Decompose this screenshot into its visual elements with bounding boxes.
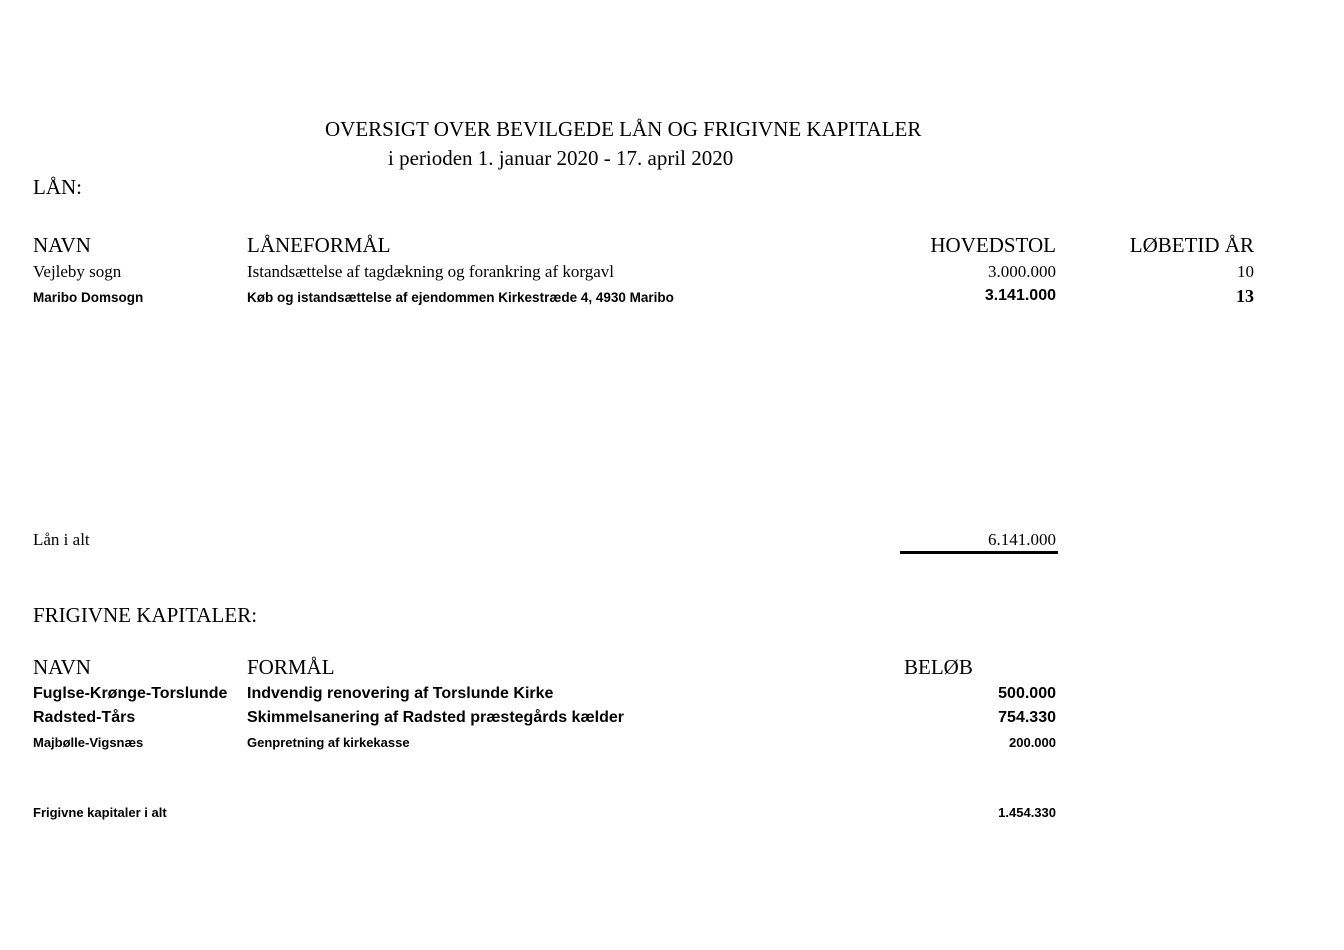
loan-row-name: Vejleby sogn	[33, 262, 122, 281]
loan-row-purpose: Køb og istandsættelse af ejendommen Kirkestræde 4, 4930 Maribo	[247, 290, 674, 305]
loans-header-term: LØBETID ÅR	[1129, 233, 1254, 257]
capital-row-purpose: Skimmelsanering af Radsted præstegårds kælder	[247, 709, 625, 726]
capital-row-name: Majbølle-Vigsnæs	[33, 735, 144, 750]
loans-section-label: LÅN:	[33, 175, 82, 199]
capital-total-label: Frigivne kapitaler i alt	[33, 805, 167, 820]
document-title: OVERSIGT OVER BEVILGEDE LÅN OG FRIGIVNE KAPITALER	[325, 117, 922, 141]
loan-row-name: Maribo Domsogn	[33, 290, 144, 305]
loan-row-purpose: Istandsættelse af tagdækning og forankring af korgavl	[247, 262, 614, 281]
loans-header-purpose: LÅNEFORMÅL	[247, 233, 391, 257]
capital-row-name: Fuglse-Krønge-Torslunde	[33, 685, 228, 702]
capital-row-name: Radsted-Tårs	[33, 709, 136, 726]
capital-header-name: NAVN	[33, 655, 91, 679]
capital-row-purpose: Indvendig renovering af Torslunde Kirke	[247, 685, 554, 702]
loan-row-term: 10	[1237, 262, 1254, 281]
loans-total-value: 6.141.000	[988, 530, 1056, 549]
loan-row-principal: 3.141.000	[984, 287, 1056, 304]
loan-row-principal: 3.000.000	[988, 262, 1056, 281]
total-underline	[900, 551, 1058, 554]
capital-row-amount: 754.330	[998, 709, 1056, 726]
capital-row-amount: 500.000	[998, 685, 1056, 702]
loan-row-term: 13	[1236, 286, 1254, 306]
loans-header-principal: HOVEDSTOL	[930, 233, 1056, 257]
capital-total-value: 1.454.330	[998, 805, 1056, 820]
loans-header-name: NAVN	[33, 233, 91, 257]
document-subtitle: i perioden 1. januar 2020 - 17. april 2020	[388, 146, 734, 170]
capital-header-purpose: FORMÅL	[247, 655, 335, 679]
capital-row-amount: 200.000	[1009, 735, 1056, 750]
loans-total-label: Lån i alt	[33, 530, 90, 549]
capital-section-label: FRIGIVNE KAPITALER:	[33, 603, 258, 627]
capital-row-purpose: Genpretning af kirkekasse	[247, 735, 410, 750]
capital-header-amount: BELØB	[904, 655, 973, 679]
